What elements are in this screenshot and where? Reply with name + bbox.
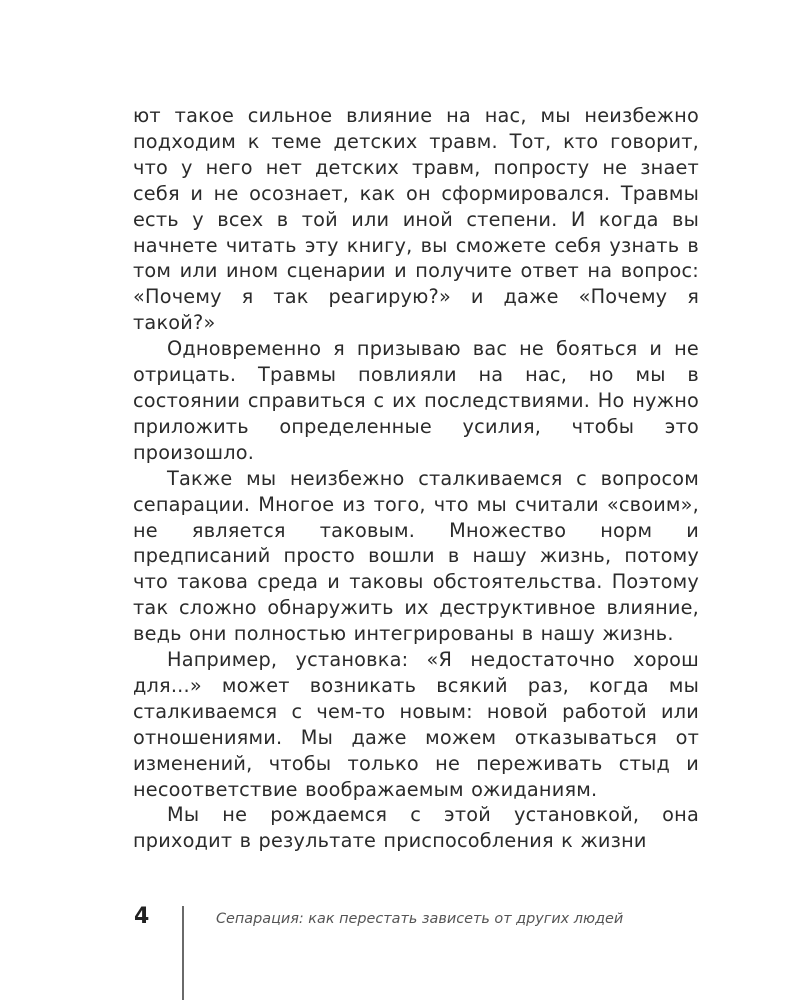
page-body-text (133, 103, 699, 854)
page-number: 4 (134, 904, 150, 929)
paragraph: Мы не рождаемся с этой установкой, она приходит в результате приспособления к жизни (133, 803, 699, 853)
footer-divider (182, 906, 184, 1000)
paragraph: ют такое сильное влияние на нас, мы неизбежно подходим к теме детских травм. Тот, кто говорит, что у него нет детских травм, попросту не знает себя и не осознает, как он сформировался. Травмы есть у всех в той или иной степени. И когда вы начнете читать эту книгу, вы сможете себя узнать в том или ином сценарии и получите ответ на вопрос: «Почему я так реагирую?» и даже «Почему я такой?» (133, 104, 699, 335)
paragraph: Также мы неизбежно сталкиваемся с вопросом сепарации. Многое из того, что мы считали «своим», не является таковым. Множество норм и предписаний просто вошли в нашу жизнь, потому что такова среда и таковы обстоятельства. Поэтому так сложно обнаружить их деструктивное влияние, ведь они полностью интегрированы в нашу жизнь. (133, 466, 699, 646)
running-title: Сепарация: как перестать зависеть от других людей (216, 911, 624, 927)
paragraph: Одновременно я призываю вас не бояться и не отрицать. Травмы повлияли на нас, но мы в состоянии справиться с их последствиями. Но нужно приложить определенные усилия, чтобы это произошло. (133, 337, 699, 464)
paragraph: Например, установка: «Я недостаточно хорош для...» может возникать всякий раз, когда мы сталкиваемся с чем-то новым: новой работой или отношениями. Мы даже можем отказываться от изменений, чтобы только не переживать стыд и несоответствие воображаемым ожиданиям. (133, 648, 699, 801)
